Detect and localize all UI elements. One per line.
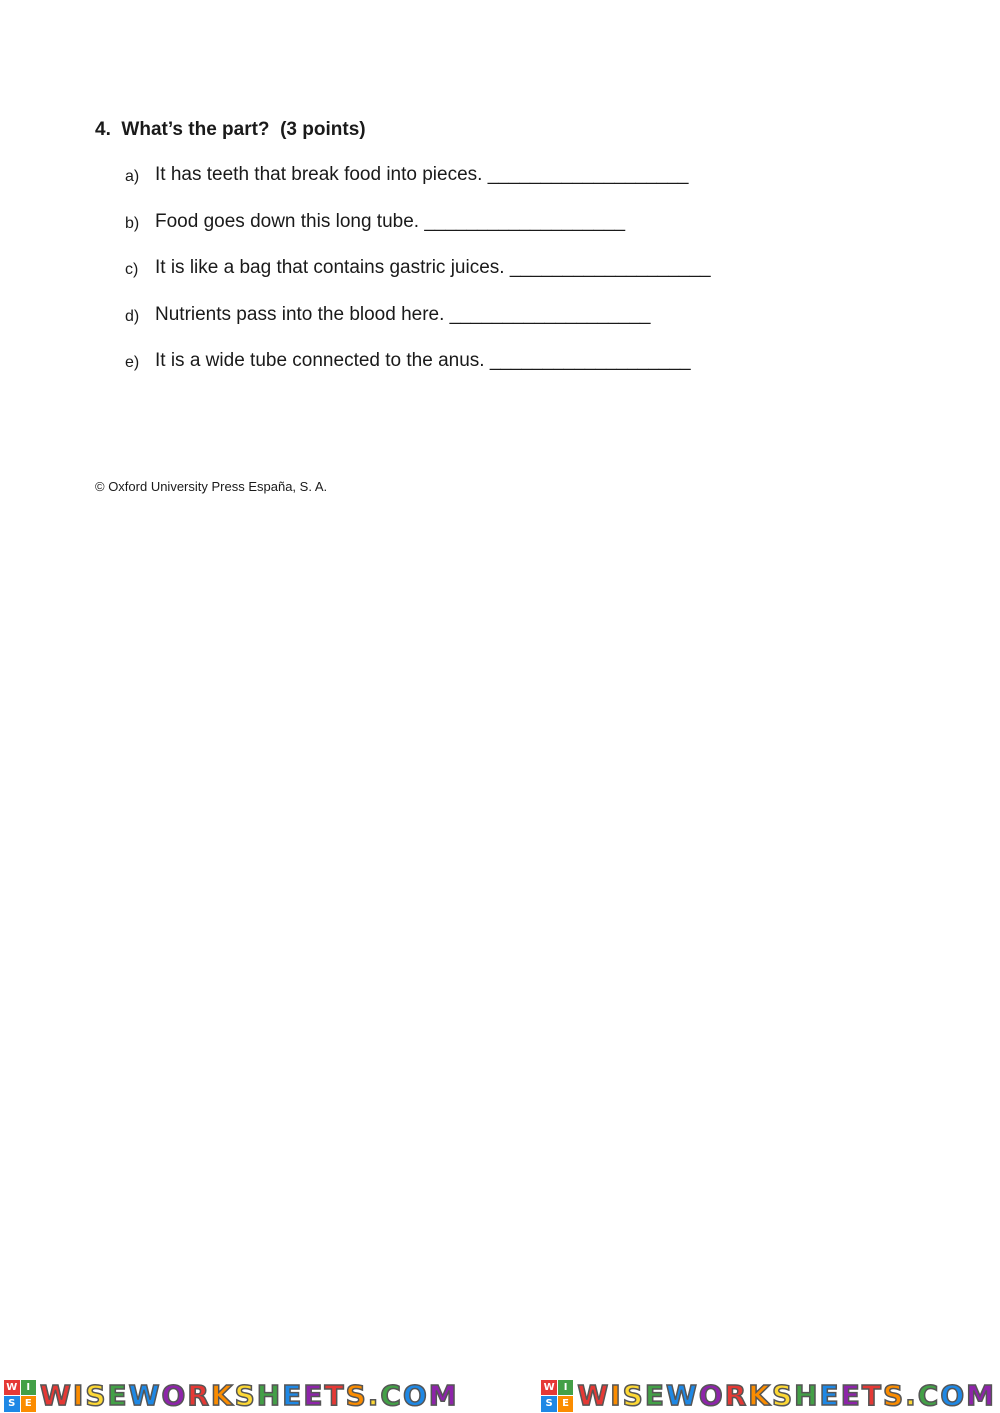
- brand-letter: S: [85, 1378, 108, 1412]
- question-item-e: [125, 350, 711, 397]
- brand-letter: S: [345, 1378, 368, 1412]
- brand-logo-icon: [4, 1380, 36, 1412]
- item-letter: b): [125, 214, 140, 232]
- brand-letter: W: [665, 1378, 699, 1412]
- brand-letter: E: [644, 1378, 666, 1412]
- brand-letter: T: [861, 1378, 883, 1412]
- brand-letter: W: [40, 1378, 73, 1412]
- brand-letter: S: [622, 1378, 645, 1412]
- item-letter: c): [125, 261, 139, 278]
- item-letter: d): [125, 307, 140, 325]
- item-text: It has teeth that break food into pieces. ___________________: [155, 164, 689, 185]
- logo-tile: W: [541, 1380, 557, 1396]
- brand-letter: H: [794, 1378, 820, 1412]
- item-text: Food goes down this long tube. ___________________: [155, 210, 626, 232]
- item-letter: e): [125, 354, 140, 371]
- brand-letter: E: [819, 1378, 841, 1412]
- question-item-d: [125, 304, 711, 351]
- brand-letter: O: [402, 1378, 429, 1412]
- logo-tile: S: [4, 1396, 20, 1412]
- brand-letter: W: [577, 1378, 611, 1412]
- brand-letter: W: [128, 1378, 162, 1412]
- brand-text: [40, 1380, 459, 1412]
- brand-letter: T: [324, 1378, 346, 1412]
- brand-letter: M: [428, 1378, 459, 1412]
- item-text: It is a wide tube connected to the anus. ___________________: [155, 350, 691, 371]
- item-text: It is like a bag that contains gastric juices. ___________________: [155, 257, 711, 278]
- item-letter: a): [125, 168, 140, 185]
- brand-letter: E: [107, 1378, 129, 1412]
- brand-letter: R: [724, 1378, 749, 1412]
- brand-letter: O: [940, 1378, 967, 1412]
- question-items: [125, 164, 711, 397]
- brand-letter: .: [367, 1378, 381, 1412]
- copyright-notice: © Oxford University Press España, S. A.: [95, 479, 328, 494]
- item-text: Nutrients pass into the blood here. ___________________: [155, 303, 651, 325]
- brand-letter: I: [610, 1378, 623, 1412]
- question-item-b: [125, 211, 711, 258]
- brand-letter: O: [161, 1378, 188, 1412]
- brand-letter: S: [771, 1378, 795, 1412]
- brand-logo-icon: [541, 1380, 573, 1412]
- brand-letter: H: [256, 1378, 283, 1412]
- footer-banner: [0, 1378, 1000, 1413]
- brand-letter: S: [882, 1378, 906, 1412]
- logo-tile: I: [558, 1380, 574, 1396]
- brand-letter: M: [966, 1378, 996, 1412]
- brand-letter: I: [72, 1378, 86, 1412]
- logo-tile: I: [21, 1380, 37, 1396]
- question-item-c: [125, 257, 711, 304]
- brand-text: [577, 1380, 996, 1412]
- brand-letter: O: [698, 1378, 725, 1412]
- brand-letter: .: [905, 1378, 918, 1412]
- logo-tile: E: [21, 1396, 37, 1412]
- brand-watermark-right: [541, 1380, 996, 1412]
- question-title: 4. What’s the part? (3 points): [95, 119, 366, 140]
- brand-letter: C: [917, 1378, 941, 1412]
- brand-letter: K: [210, 1378, 235, 1412]
- logo-tile: E: [558, 1396, 574, 1412]
- brand-letter: K: [748, 1378, 772, 1412]
- brand-letter: C: [380, 1378, 403, 1412]
- brand-watermark-left: [4, 1380, 459, 1412]
- brand-letter: E: [303, 1378, 325, 1412]
- brand-letter: S: [234, 1378, 257, 1412]
- brand-letter: E: [282, 1378, 304, 1412]
- brand-letter: R: [187, 1378, 211, 1412]
- question-item-a: [125, 164, 711, 211]
- logo-tile: W: [4, 1380, 20, 1396]
- logo-tile: S: [541, 1396, 557, 1412]
- brand-letter: E: [840, 1378, 862, 1412]
